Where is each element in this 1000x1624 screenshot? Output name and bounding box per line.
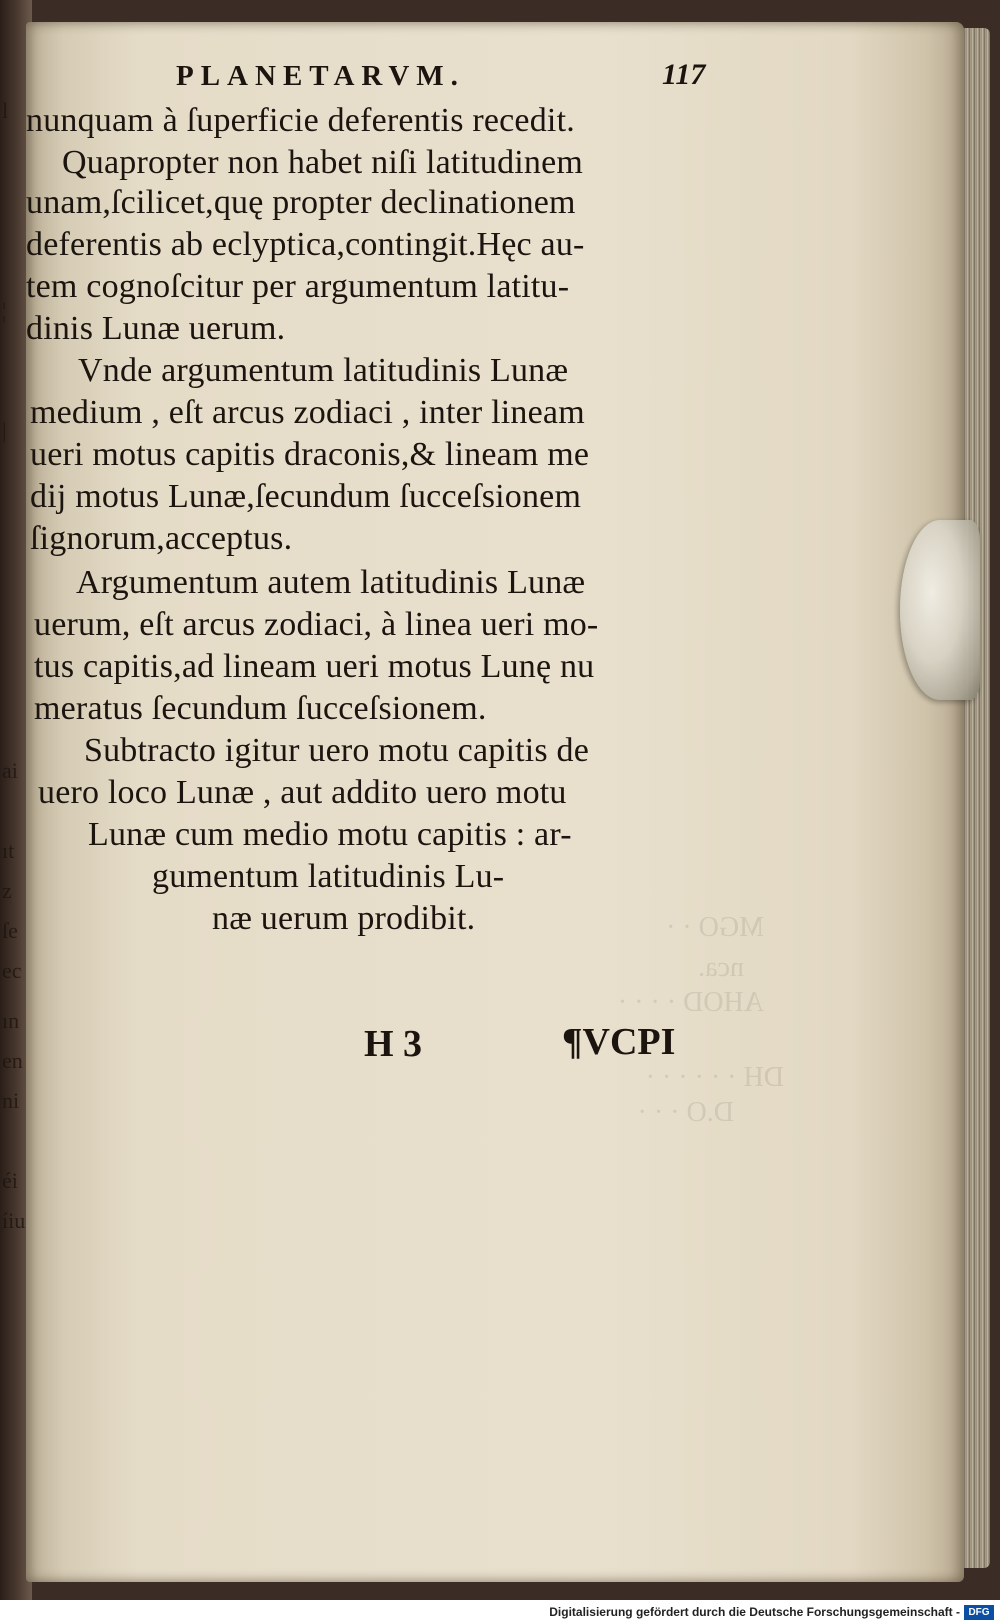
text-line: dinis Lunæ uerum. bbox=[26, 310, 286, 347]
text-line: Argumentum autem latitudinis Lunæ bbox=[76, 564, 586, 601]
text-line: ueri motus capitis draconis,& lineam me bbox=[30, 436, 590, 473]
text-line: uero loco Lunæ , aut addito uero motu bbox=[38, 774, 567, 811]
text-line: meratus ſecundum ſucceſsionem. bbox=[34, 690, 487, 727]
text-line: ſignorum,acceptus. bbox=[30, 520, 293, 557]
catchword: ¶VCPI bbox=[562, 1021, 676, 1063]
dfg-logo-icon: DFG bbox=[964, 1605, 994, 1620]
text-line: tem cognoſcitur per argumentum latitu- bbox=[26, 268, 570, 305]
text-line: uerum, eſt arcus zodiaci, à linea ueri mo- bbox=[34, 606, 599, 643]
text-line: nunquam à ſuperficie deferentis recedit. bbox=[26, 102, 575, 139]
text-line: unam,ſcilicet,quę propter declinationem bbox=[26, 184, 576, 221]
signature-mark: H 3 bbox=[364, 1023, 423, 1065]
digitization-credit: Digitalisierung gefördert durch die Deutsche Forschungsgemeinschaft - bbox=[549, 1605, 960, 1619]
text-line: Subtracto igitur uero motu capitis de bbox=[84, 732, 590, 769]
text-line: deferentis ab eclyptica,contingit.Hęc au- bbox=[26, 226, 585, 263]
text-line: gumentum latitudinis Lu- bbox=[152, 858, 505, 895]
digitization-footer bbox=[0, 1601, 1000, 1624]
facing-page-bleed-through: l ¦ | ai ıt z ſe ec ın en ni éi íiu bbox=[2, 98, 26, 1233]
text-line: Quapropter non habet niſi latitudinem bbox=[62, 144, 584, 181]
text-line: tus capitis,ad lineam ueri motus Lunę nu bbox=[34, 648, 595, 685]
text-line: næ uerum prodibit. bbox=[212, 900, 476, 937]
show-through-from-reverse: MGO · · nca. AHOD · · · · DH · · · · · · D.O · · · bbox=[617, 912, 784, 1128]
text-line: medium , eſt arcus zodiaci , inter lineam bbox=[30, 394, 585, 431]
text-line: Vnde argumentum latitudinis Lunæ bbox=[78, 352, 569, 389]
page-number: 117 bbox=[662, 58, 706, 91]
page-tab-marker bbox=[900, 520, 980, 700]
book-page bbox=[26, 22, 964, 1582]
running-head: PLANETARVM. bbox=[176, 60, 465, 92]
text-line: dij motus Lunæ,ſecundum ſucceſsionem bbox=[30, 478, 582, 515]
text-line: Lunæ cum medio motu capitis : ar- bbox=[88, 816, 572, 853]
